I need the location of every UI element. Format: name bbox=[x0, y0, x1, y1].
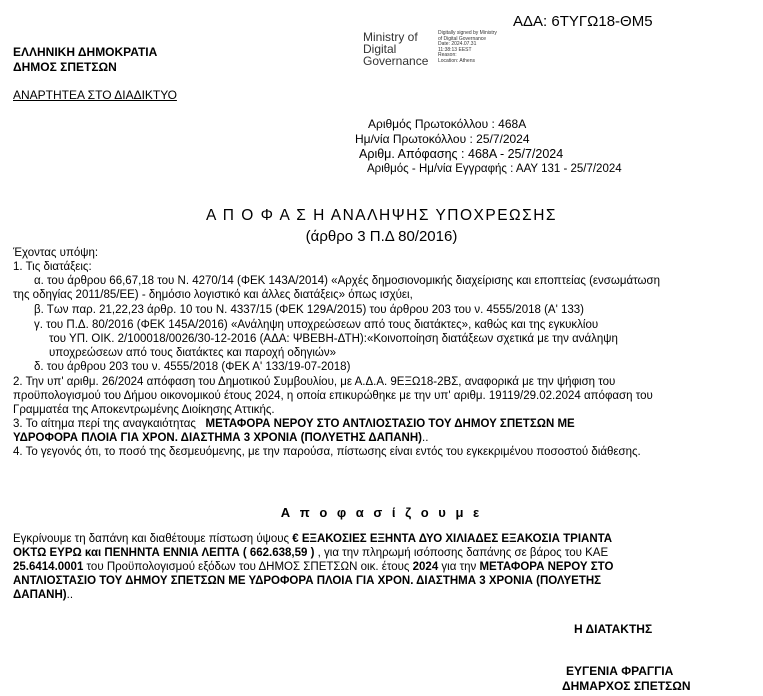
consideration-item-4: 4. Το γεγονός ότι, το ποσό της δεσμευόμενης, με την παρούσα, πίστωσης είναι εντός του εγκεκριμένου ποσοστού διάθεσης. bbox=[13, 446, 641, 458]
signature-detail: of Digital Governance bbox=[438, 35, 487, 42]
decision-text: Εγκρίνουμε τη δαπάνη και διαθέτουμε πίστωση ύψους bbox=[13, 533, 293, 545]
signatory-name: ΕΥΓΕΝΙΑ ΦΡΑΓΓΙΑ bbox=[566, 664, 674, 678]
consideration-item-3-cont bbox=[13, 432, 428, 445]
decision-heading: Α π ο φ α σ ί ζ ο υ μ ε bbox=[280, 505, 483, 520]
document-title: Α Π Ο Φ Α Σ Η ΑΝΑΛΗΨΗΣ ΥΠΟΧΡΕΩΣΗΣ bbox=[205, 207, 557, 224]
decision-line-5 bbox=[13, 589, 73, 602]
signatory-role: Η ΔΙΑΤΑΚΤΗΣ bbox=[574, 622, 653, 636]
signature-detail: Reason: bbox=[438, 52, 457, 59]
consideration-b: β. Των παρ. 21,22,23 άρθρ. 10 του Ν. 4337/15 (ΦΕΚ 129Α/2015) του άρθρου 203 του ν. 4555/2018 (Α' 133) bbox=[34, 304, 584, 316]
consideration-item-2: 2. Την υπ' αριθμ. 26/2024 απόφαση του Δημοτικού Συμβουλίου, με Α.Δ.Α. 9ΕΞΩ18-2ΒΣ, αναφορικά με την ψήφιση του bbox=[13, 376, 616, 388]
ada-code: ΑΔΑ: 6ΤΥΓΩ18-ΘΜ5 bbox=[513, 13, 653, 30]
consideration-c-cont: του ΥΠ. ΟΙΚ. 2/100018/0026/30-12-2016 (ΑΔΑ: ΨΒΕΒΗ-ΔΤΗ):«Κοινοποίηση διατάξεων σχετικά με την ανάληψη bbox=[49, 333, 618, 345]
signature-detail: Digitally signed by Ministry bbox=[438, 30, 497, 36]
consideration-c: γ. του Π.Δ. 80/2016 (ΦΕΚ 145Α/2016) «Ανάληψη υποχρεώσεων από τους διατάκτες», καθώς και της εγκυκλίου bbox=[34, 319, 599, 331]
signature-detail: 11:38:13 EEST bbox=[438, 46, 472, 53]
signatory-title: ΔΗΜΑΡΧΟΣ ΣΠΕΤΣΩΝ bbox=[562, 679, 691, 693]
consideration-item-2-cont: Γραμματέα της Αποκεντρωμένης Διοίκησης Αττικής. bbox=[13, 404, 275, 416]
decision-line-1 bbox=[13, 533, 612, 546]
decision-line-3 bbox=[13, 561, 613, 574]
consideration-a: α. του άρθρου 66,67,18 του Ν. 4270/14 (ΦΕΚ 143Α/2014) «Αρχές δημοσιονομικής διαχείρισης και εποπτείας (ενσωμάτωση bbox=[34, 275, 661, 287]
decision-end: .. bbox=[66, 589, 74, 601]
decision-line-4: ΑΝΤΛΙΟΣΤΑΣΙΟ ΤΟΥ ΔΗΜΟΥ ΣΠΕΤΣΩΝ ΜΕ ΥΔΡΟΦΟΡΑ ΠΛΟΙΑ ΓΙΑ ΧΡΟΝ. ΔΙΑΣΤΗΜΑ 3 ΧΡΟΝΙΑ (ΠΟΛΥΕΤΗΣ bbox=[13, 575, 602, 587]
consideration-c-cont: υποχρεώσεων από τους διατάκτες και παροχή οδηγιών» bbox=[49, 347, 337, 359]
amount-in-words: € ΕΞΑΚΟΣΙΕΣ ΕΞΗΝΤΑ ΔΥΟ ΧΙΛΙΑΔΕΣ ΕΞΑΚΟΣΙΑ ΤΡΙΑΝΤΑ bbox=[292, 533, 613, 545]
decision-subject: ΜΕΤΑΦΟΡΑ ΝΕΡΟΥ ΣΤΟ bbox=[479, 561, 614, 573]
republic-heading: ΕΛΛΗΝΙΚΗ ΔΗΜΟΚΡΑΤΙΑ bbox=[13, 45, 158, 59]
item-3-subject: ΜΕΤΑΦΟΡΑ ΝΕΡΟΥ ΣΤΟ ΑΝΤΛΙΟΣΤΑΣΙΟ ΤΟΥ ΔΗΜΟΥ ΣΠΕΤΣΩΝ ΜΕ bbox=[205, 418, 575, 430]
registry-number: Αριθμός - Ημ/νία Εγγραφής : ΑΑΥ 131 - 25/7/2024 bbox=[367, 163, 622, 175]
decision-subject-cont: ΔΑΠΑΝΗ) bbox=[13, 589, 67, 601]
logo-line: Ministry of bbox=[363, 30, 418, 44]
logo-line: Digital bbox=[363, 42, 397, 56]
protocol-date: Ημ/νία Πρωτοκόλλου : 25/7/2024 bbox=[355, 132, 530, 146]
signature-detail: Location: Athens bbox=[438, 57, 475, 64]
consideration-item-1: 1. Τις διατάξεις: bbox=[13, 261, 92, 273]
digital-signature-logo bbox=[363, 31, 428, 67]
decision-number: Αριθμ. Απόφασης : 468Α - 25/7/2024 bbox=[359, 147, 564, 161]
decision-text: , για την πληρωμή ισόποσης δαπάνης σε βάρος του ΚΑΕ bbox=[314, 547, 609, 559]
posting-note: ΑΝΑΡΤΗΤΕΑ ΣΤΟ ΔΙΑΔΙΚΤΥΟ bbox=[13, 88, 177, 102]
fiscal-year: 2024 bbox=[412, 561, 439, 573]
consideration-item-2-cont: προϋπολογισμού του Δήμου οικονομικού έτους 2024, η οποία επικυρώθηκε με την υπ' αριθμ. 19119/29.02.2024 απόφαση του bbox=[13, 390, 653, 402]
decision-text: του Προϋπολογισμού εξόδων του ΔΗΜΟΣ ΣΠΕΤΣΩΝ οικ. έτους bbox=[83, 561, 413, 573]
amount-in-words-cont: ΟΚΤΩ ΕΥΡΩ και ΠΕΝΗΝΤΑ ΕΝΝΙΑ ΛΕΠΤΑ ( 662.638,59 ) bbox=[13, 547, 315, 559]
document-subtitle: (άρθρο 3 Π.Δ 80/2016) bbox=[305, 228, 458, 245]
signature-detail: Date: 2024.07.31 bbox=[438, 41, 477, 48]
signature-details bbox=[438, 31, 497, 65]
decision-text: για την bbox=[438, 561, 480, 573]
consideration-d: δ. του άρθρου 203 του ν. 4555/2018 (ΦΕΚ Α' 133/19-07-2018) bbox=[34, 361, 351, 373]
consideration-a-cont: της οδηγίας 2011/85/ΕΕ) - δημόσιο λογιστικό και άλλες διατάξεις» όπως ισχύει, bbox=[13, 289, 413, 301]
logo-line: Governance bbox=[363, 54, 429, 68]
budget-code: 25.6414.0001 bbox=[13, 561, 84, 573]
consideration-item-3 bbox=[13, 418, 575, 431]
municipality-heading: ΔΗΜΟΣ ΣΠΕΤΣΩΝ bbox=[13, 60, 117, 74]
decision-line-2 bbox=[13, 547, 608, 560]
item-3-lead: 3. Το αίτημα περί της αναγκαιότητας bbox=[13, 418, 196, 430]
item-3-subject-cont: ΥΔΡΟΦΟΡΑ ΠΛΟΙΑ ΓΙΑ ΧΡΟΝ. ΔΙΑΣΤΗΜΑ 3 ΧΡΟΝΙΑ (ΠΟΛΥΕΤΗΣ ΔΑΠΑΝΗ) bbox=[13, 432, 422, 444]
item-3-end: .. bbox=[422, 432, 429, 444]
protocol-number: Αριθμός Πρωτοκόλλου : 468Α bbox=[368, 117, 527, 131]
considerations-intro: Έχοντας υπόψη: bbox=[13, 247, 99, 259]
